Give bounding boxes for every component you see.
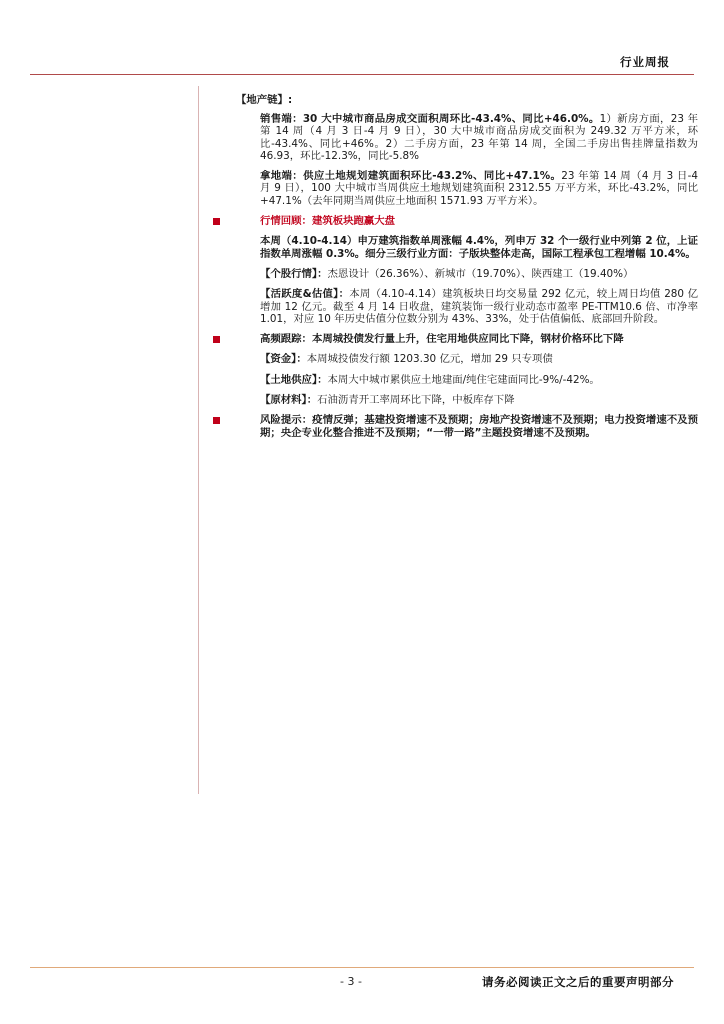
funds-label: 【资金】： xyxy=(260,353,307,366)
materials-paragraph xyxy=(260,394,698,406)
bullet-square-icon xyxy=(213,218,220,225)
stocks-paragraph xyxy=(260,268,698,280)
property-chain-heading: 【地产链】: xyxy=(236,94,293,106)
report-type-title: 行业周报 xyxy=(620,55,670,69)
activity-text xyxy=(260,288,698,325)
sales-label: 销售端：30 大中城市商品房成交面积周环比-43.4%、同比+46.0%。 xyxy=(260,113,600,125)
land-paragraph xyxy=(260,170,698,207)
hf-tracking-title: 高频跟踪：本周城投债发行量上升，住宅用地供应同比下降，钢材价格环比下降 xyxy=(260,333,624,346)
materials-text xyxy=(260,394,698,406)
sales-text xyxy=(260,113,698,162)
footer-divider xyxy=(30,967,694,968)
funds-paragraph xyxy=(260,353,698,365)
stocks-label: 【个股行情】： xyxy=(260,267,328,280)
funds-detail: 本周城投债发行额 1203.30 亿元，增加 29 只专项债 xyxy=(306,353,553,366)
land-label: 拿地端：供应土地规划建筑面积环比-43.2%、同比+47.1%。 xyxy=(260,170,562,183)
risk-bullet xyxy=(212,414,698,439)
bullet-square-icon xyxy=(213,336,220,343)
market-review-bullet xyxy=(212,215,698,227)
land-supply-paragraph xyxy=(260,374,698,386)
land-supply-label: 【土地供应】： xyxy=(260,373,328,386)
hf-tracking-bullet xyxy=(212,333,698,345)
land-supply-text xyxy=(260,374,698,386)
materials-label: 【原材料】： xyxy=(260,394,318,407)
market-summary xyxy=(260,235,698,260)
activity-detail: 本周（4.10-4.14）建筑板块日均交易量 292 亿元，较上周日均值 280 亿增加 12 亿元。截至 4 月 14 日收盘，建筑装饰一级行业动态市盈率 PE-TTM10.6 倍、市净率 1.01，对应 10 年历史估值分位数分别为 43%、33%，处于估值偏低、底部回升阶段。 xyxy=(260,288,698,325)
land-supply-detail: 本周大中城市累供应土地建面/纯住宅建面同比-9%/-42%。 xyxy=(327,373,600,386)
report-body xyxy=(236,94,698,439)
sales-paragraph xyxy=(260,113,698,162)
materials-detail: 石油沥青开工率周环比下降，中板库存下降 xyxy=(317,394,515,407)
activity-paragraph xyxy=(260,288,698,325)
activity-label: 【活跃度&估值】： xyxy=(260,288,350,301)
disclaimer-note: 请务必阅读正文之后的重要声明部分 xyxy=(482,975,674,989)
stocks-text xyxy=(260,268,698,280)
land-text xyxy=(260,170,698,207)
header-divider xyxy=(30,74,694,75)
sales-detail: 1）新房方面，23 年第 14 周（4 月 3 日-4 月 9 日），30 大中城市商品房成交面积为 249.32 万平方米，环比-43.4%、同比+46%。2）二手房方面，23 年第 14 周，全国二手房出售挂牌量指数为 46.93，环比-12.3%，同比-5.8% xyxy=(260,113,698,162)
land-detail: 23 年第 14 周（4 月 3 日-4 月 9 日），100 大中城市当周供应土地规划建筑面积 2312.55 万平方米，环比-43.2%，同比+47.1%（去年同期当周供应土地面积 1571.93 万平方米）。 xyxy=(260,170,698,207)
funds-text xyxy=(260,353,698,365)
market-summary-text: 本周（4.10-4.14）申万建筑指数单周涨幅 4.4%，列申万 32 个一级行业中列第 2 位，上证指数单周涨幅 0.3%。细分三级行业方面：子版块整体走高，国际工程承包工程增幅 10.4%。 xyxy=(260,235,698,260)
page-number: - 3 - xyxy=(340,975,362,988)
stocks-detail: 杰恩设计（26.36%）、新城市（19.70%）、陕西建工（19.40%） xyxy=(327,267,634,280)
market-review-title: 行情回顾：建筑板块跑赢大盘 xyxy=(260,215,396,228)
left-column-divider xyxy=(198,86,199,794)
risk-text: 风险提示：疫情反弹；基建投资增速不及预期；房地产投资增速不及预期；电力投资增速不及预期；央企专业化整合推进不及预期；“一带一路”主题投资增速不及预期。 xyxy=(260,414,698,439)
bullet-square-icon xyxy=(213,417,220,424)
